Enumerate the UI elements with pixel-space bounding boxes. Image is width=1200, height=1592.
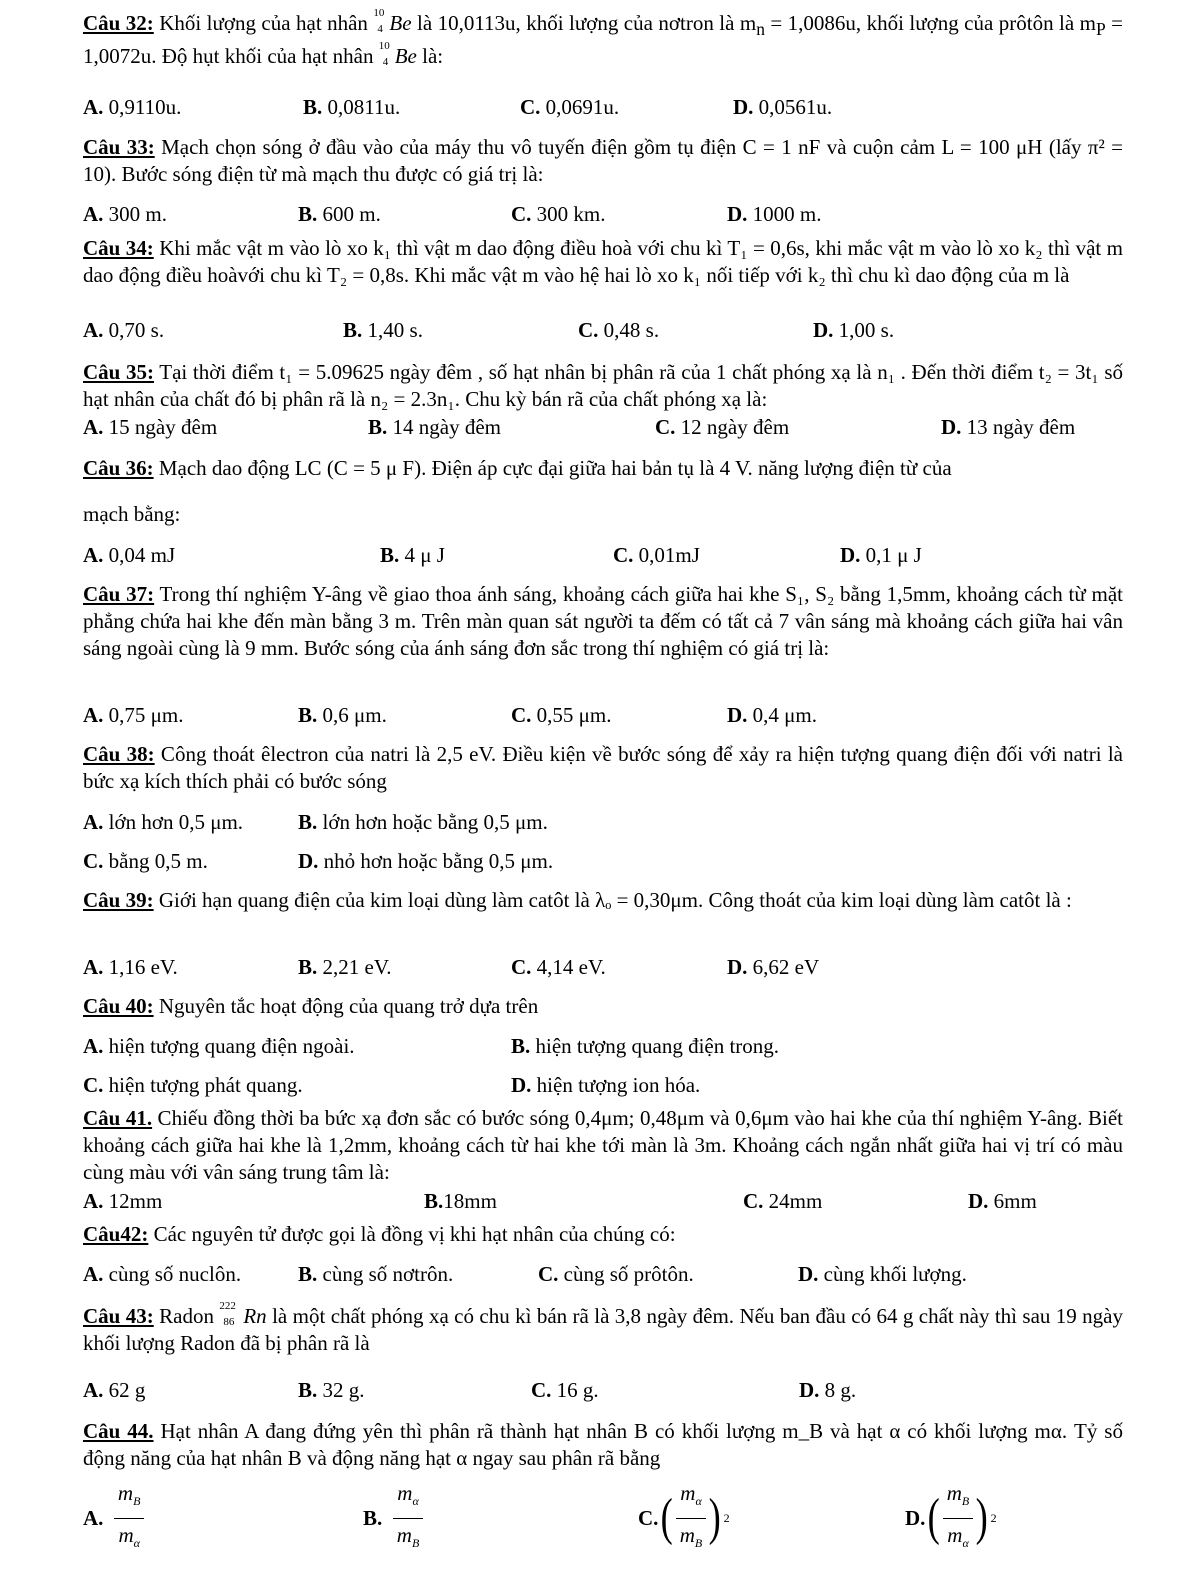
options-39 (83, 953, 1123, 981)
option-a: A. 300 m. (83, 202, 168, 226)
options-42 (83, 1260, 1123, 1288)
option-c: C. ( $\frac{m_\alpha}{m_B}$ ) 2 (638, 1483, 730, 1553)
option-d: D. hiện tượng ion hóa. (511, 1073, 701, 1097)
fraction: $\frac{m_B}{m_\alpha}$ (943, 1479, 974, 1556)
option-a: A. cùng số nuclôn. (83, 1262, 242, 1286)
fraction: $\frac{m_\alpha}{m_B}$ (393, 1479, 424, 1556)
option-b: B. 32 g. (298, 1378, 365, 1402)
option-a: A. 12mm (83, 1189, 163, 1213)
options-41 (83, 1187, 1123, 1215)
radon-nucleus: 222 86 (219, 1300, 236, 1328)
option-c: C. hiện tượng phát quang. (83, 1073, 303, 1097)
option-d: D. 1,00 s. (813, 318, 895, 342)
options-32 (83, 93, 1123, 121)
options-34 (83, 316, 1123, 344)
option-a: A. 15 ngày đêm (83, 415, 218, 439)
option-c: C. 0,01mJ (613, 543, 700, 567)
option-d: D. 6mm (968, 1189, 1037, 1213)
options-40-cd (83, 1071, 1123, 1099)
options-33 (83, 200, 1123, 228)
option-c: C. 16 g. (531, 1378, 599, 1402)
option-b: B. 0,0811u. (303, 95, 401, 119)
option-a: A. lớn hơn 0,5 μm. (83, 810, 244, 834)
question-39: Câu 39: Giới hạn quang điện của kim loại dùng làm catôt là λₒ = 0,30μm. Công thoát của kim loại dùng làm catôt là : (83, 888, 1072, 912)
option-a: A. 0,75 μm. (83, 703, 184, 727)
option-a: A. $\frac{m_B}{m_\alpha}$ (83, 1483, 144, 1553)
option-d: D. cùng khối lượng. (798, 1262, 967, 1286)
option-c: C. 0,55 μm. (511, 703, 612, 727)
option-d: D. 0,0561u. (733, 95, 833, 119)
option-a: A. 0,9110u. (83, 95, 182, 119)
question-43: Câu 43: Radon 222 86 Rn là một chất phóng xạ có chu kì bán rã là 3,8 ngày đêm. Nếu ban đầu có 64 g chất này thì sau 19 ngày khối lượng Radon đã bị phân rã là (83, 1300, 1124, 1355)
question-44: Câu 44. Hạt nhân A đang đứng yên thì phân rã thành hạt nhân B có khối lượng m_B và hạt α có khối lượng mα. Tỷ số động năng của hạt nhân B và động năng hạt α ngay sau phân rã bằng (83, 1419, 1123, 1470)
beryllium-nucleus: 10 4 (378, 40, 390, 69)
question-32: Câu 32: Khối lượng của hạt nhân 10 4 Be là 10,0113u, khối lượng của nơtron là $m_n = 1,0086u$, khối lượng của prôtôn là $m_P = 1,0072u$. Độ hụt khối của hạt nhân 10 4 Be là: (83, 7, 1123, 69)
option-d: D. nhỏ hơn hoặc bằng 0,5 μm. (298, 849, 554, 873)
question-41: Câu 41. Chiếu đồng thời ba bức xạ đơn sắc có bước sóng 0,4μm; 0,48μm và 0,6μm vào hai khe của thí nghiệm Y-âng. Biết khoảng cách giữa hai khe là 1,2mm, khoảng cách từ hai khe tới màn là 3m. Khoảng cách ngắn nhất giữa hai vị trí có màu cùng màu với vân sáng trung tâm là: (83, 1106, 1123, 1184)
question-34: Câu 34: Khi mắc vật m vào lò xo k₁ thì vật m dao động điều hoà với chu kì T₁ = 0,6s, khi mắc vật m vào lò xo k₂ thì vật m dao động điều hoàvới chu kì T₂ = 0,8s. Khi mắc vật m vào hệ hai lò xo k₁ nối tiếp với k₂ thì chu kì dao động của m là (83, 236, 1123, 287)
option-d: D. 1000 m. (727, 202, 822, 226)
option-c: C. 4,14 eV. (511, 955, 606, 979)
option-b: B. 2,21 eV. (298, 955, 392, 979)
option-a: A. 62 g (83, 1378, 146, 1402)
option-c: C. bằng 0,5 m. (83, 849, 208, 873)
option-c: C. 24mm (743, 1189, 823, 1213)
options-40-ab (83, 1032, 1123, 1060)
option-c: C. cùng số prôtôn. (538, 1262, 694, 1286)
option-d: D. 13 ngày đêm (941, 415, 1076, 439)
question-33: Câu 33: Mạch chọn sóng ở đầu vào của máy thu vô tuyến điện gồm tụ điện C = 1 nF và cuộn cảm L = 100 μH (lấy π² = 10). Bước sóng điện từ mà mạch thu được có giá trị là: (83, 135, 1123, 186)
option-b: B. $\frac{m_\alpha}{m_B}$ (363, 1483, 423, 1553)
options-38-ab (83, 808, 1123, 836)
fraction: $\frac{m_B}{m_\alpha}$ (114, 1479, 145, 1556)
question-number: Câu 32: (83, 11, 154, 35)
option-d: D. ( $\frac{m_B}{m_\alpha}$ ) 2 (905, 1483, 997, 1553)
option-a: A. hiện tượng quang điện ngoài. (83, 1034, 355, 1058)
option-c: C. 300 km. (511, 202, 606, 226)
option-a: A. 0,70 s. (83, 318, 165, 342)
question-36-continued: mạch bằng: (83, 502, 181, 526)
option-a: A. 1,16 eV. (83, 955, 178, 979)
option-b: B. 1,40 s. (343, 318, 423, 342)
question-35: Câu 35: Tại thời điểm t₁ = 5.09625 ngày đêm , số hạt nhân bị phân rã của 1 chất phóng xạ là n₁ . Đến thời điểm t₂ = 3t₁ số hạt nhân của chất đó bị phân rã là n₂ = 2.3n₁. Chu kỳ bán rã của chất phóng xạ là: (83, 360, 1123, 411)
option-c: C. 12 ngày đêm (655, 415, 790, 439)
question-37: Câu 37: Trong thí nghiệm Y-âng về giao thoa ánh sáng, khoảng cách giữa hai khe S₁, S₂ bằng 1,5mm, khoảng cách từ mặt phẳng chứa hai khe đến màn bằng 3 m. Trên màn quan sát người ta đếm có tất cả 7 vân sáng mà khoảng cách giữa hai vân sáng ngoài cùng là 9 mm. Bước sóng của ánh sáng đơn sắc trong thí nghiệm có giá trị là: (83, 582, 1123, 660)
option-b: B. 4 μ J (380, 543, 445, 567)
option-c: C. 0,48 s. (578, 318, 660, 342)
options-44 (83, 1483, 1123, 1555)
option-b: B. hiện tượng quang điện trong. (511, 1034, 780, 1058)
question-42: Câu42: Các nguyên tử được gọi là đồng vị khi hạt nhân của chúng có: (83, 1222, 676, 1246)
option-d: D. 8 g. (799, 1378, 857, 1402)
options-35 (83, 413, 1123, 441)
options-38-cd (83, 847, 1123, 875)
option-b: B. 14 ngày đêm (368, 415, 501, 439)
option-b: B. 0,6 μm. (298, 703, 387, 727)
option-d: D. 0,4 μm. (727, 703, 818, 727)
question-38: Câu 38: Công thoát êlectron của natri là 2,5 eV. Điều kiện về bước sóng để xảy ra hiện tượng quang điện đối với natri là bức xạ kích thích phải có bước sóng (83, 742, 1123, 793)
beryllium-nucleus: 10 4 (373, 7, 385, 35)
option-c: C. 0,0691u. (520, 95, 620, 119)
option-b: B.18mm (424, 1189, 497, 1213)
option-d: D. 0,1 μ J (840, 543, 922, 567)
option-d: D. 6,62 eV (727, 955, 820, 979)
options-36 (83, 541, 1123, 569)
question-36: Câu 36: Mạch dao động LC (C = 5 μ F). Điện áp cực đại giữa hai bản tụ là 4 V. năng lượng điện từ của (83, 456, 952, 480)
option-a: A. 0,04 mJ (83, 543, 176, 567)
option-b: B. 600 m. (298, 202, 381, 226)
option-b: B. cùng số nơtrôn. (298, 1262, 454, 1286)
question-40: Câu 40: Nguyên tắc hoạt động của quang trở dựa trên (83, 994, 539, 1018)
option-b: B. lớn hơn hoặc bằng 0,5 μm. (298, 810, 548, 834)
options-43 (83, 1376, 1123, 1404)
fraction: $\frac{m_\alpha}{m_B}$ (676, 1479, 707, 1556)
options-37 (83, 701, 1123, 729)
